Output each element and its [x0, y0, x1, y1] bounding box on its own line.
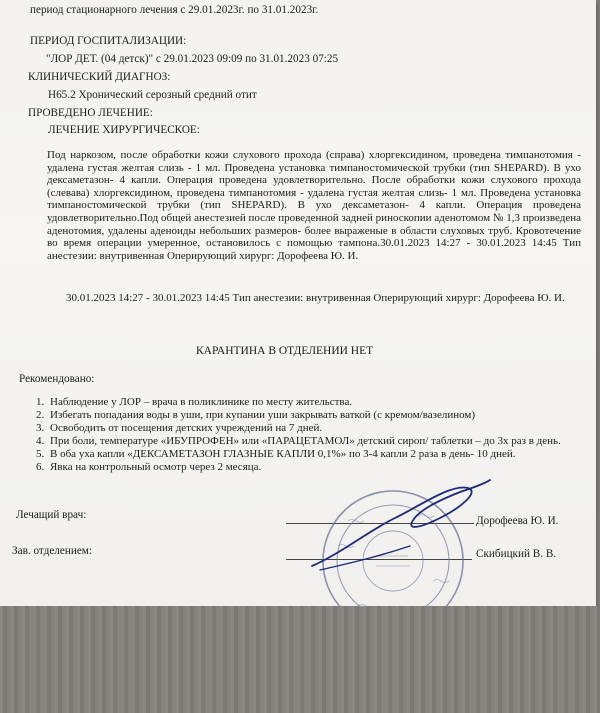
list-item: 4. При боли, температуре «ИБУПРОФЕН» или «ПАРАЦЕТАМОЛ» детский сироп/ таблетки – до 3х раз в день.: [36, 435, 561, 447]
diagnosis-label: КЛИНИЧЕСКИЙ ДИАГНОЗ:: [28, 71, 171, 83]
head-of-department-name: Скибицкий В. В.: [476, 548, 557, 560]
list-item: 3. Освободить от посещения детских учреждений на 7 дней.: [36, 422, 323, 434]
doctor-signature-scribble: [300, 470, 500, 580]
surgery-description: Под наркозом, после обработки кожи слухового прохода (справа) хлоргексидином, проведена тимпанотомия - удалена густая желтая слизь - 1 мл. Проведена установка тимпаностомической трубки (тип SHEPARD). В ухо дексаметазон- 4 капли. Операция проведена удовлетворительно. После обработки кожи слухового прохода (слевава) хлоргексидином, проведена тимпанотомия - удалена густая желтая слизь- 1 мл. Проведена установка тимпаностомической трубки (тип SHEPARD). В ухо дексаметазон- 4 капли. Операция проведена удовлетворительно.Под общей анестезией после проведенной задней риноскопии аденотомом № 1,3 произведена аденотомия, удалены аденоиды небольших размеров- более выраженые в области слуховых труб. Кровотечение во время операции умеренное, остановилось с помощью тампона.30.01.2023 14:27 - 30.01.2023 14:45 Тип анестезии: внутривенная Оперирующий хирург: Дорофеева Ю. И.: [47, 149, 581, 262]
list-item: 5. В оба уха капли «ДЕКСАМЕТАЗОН ГЛАЗНЫЕ КАПЛИ 0,1%» по 3-4 капли 2 раза в день- 10 дней.: [36, 448, 516, 460]
treatment-label: ПРОВЕДЕНО ЛЕЧЕНИЕ:: [28, 107, 153, 119]
attending-doctor-label: Лечащий врач:: [16, 509, 87, 521]
anesthesia-note: 30.01.2023 14:27 - 30.01.2023 14:45 Тип анестезии: внутривенная Оперирующий хирург: Дорофеева Ю. И.: [66, 292, 565, 304]
hospitalization-label: ПЕРИОД ГОСПИТАЛИЗАЦИИ:: [30, 35, 187, 47]
list-item: 1. Наблюдение у ЛОР – врача в поликлинике по месту жительства.: [36, 396, 353, 408]
surgical-treatment-label: ЛЕЧЕНИЕ ХИРУРГИЧЕСКОЕ:: [48, 124, 200, 136]
recommended-label: Рекомендовано:: [19, 373, 95, 385]
floor-background: [0, 606, 600, 713]
diagnosis-value: Н65.2 Хронический серозный средний отит: [48, 89, 257, 101]
quarantine-notice: КАРАНТИНА В ОТДЕЛЕНИИ НЕТ: [196, 345, 374, 357]
treatment-period: период стационарного лечения с 29.01.2023г. по 31.01.2023г.: [30, 4, 319, 16]
list-item: 6. Явка на контрольный осмотр через 2 месяца.: [36, 461, 262, 473]
head-of-department-label: Зав. отделением:: [12, 545, 92, 557]
list-item: 2. Избегать попадания воды в уши, при купании уши закрывать ваткой (с кремом/вазелином): [36, 409, 476, 421]
hospitalization-value: "ЛОР ДЕТ. (04 детск)" с 29.01.2023 09:09 по 31.01.2023 07:25: [46, 53, 339, 65]
attending-doctor-name: Дорофеева Ю. И.: [476, 515, 559, 527]
recommendations-list: [36, 396, 576, 474]
